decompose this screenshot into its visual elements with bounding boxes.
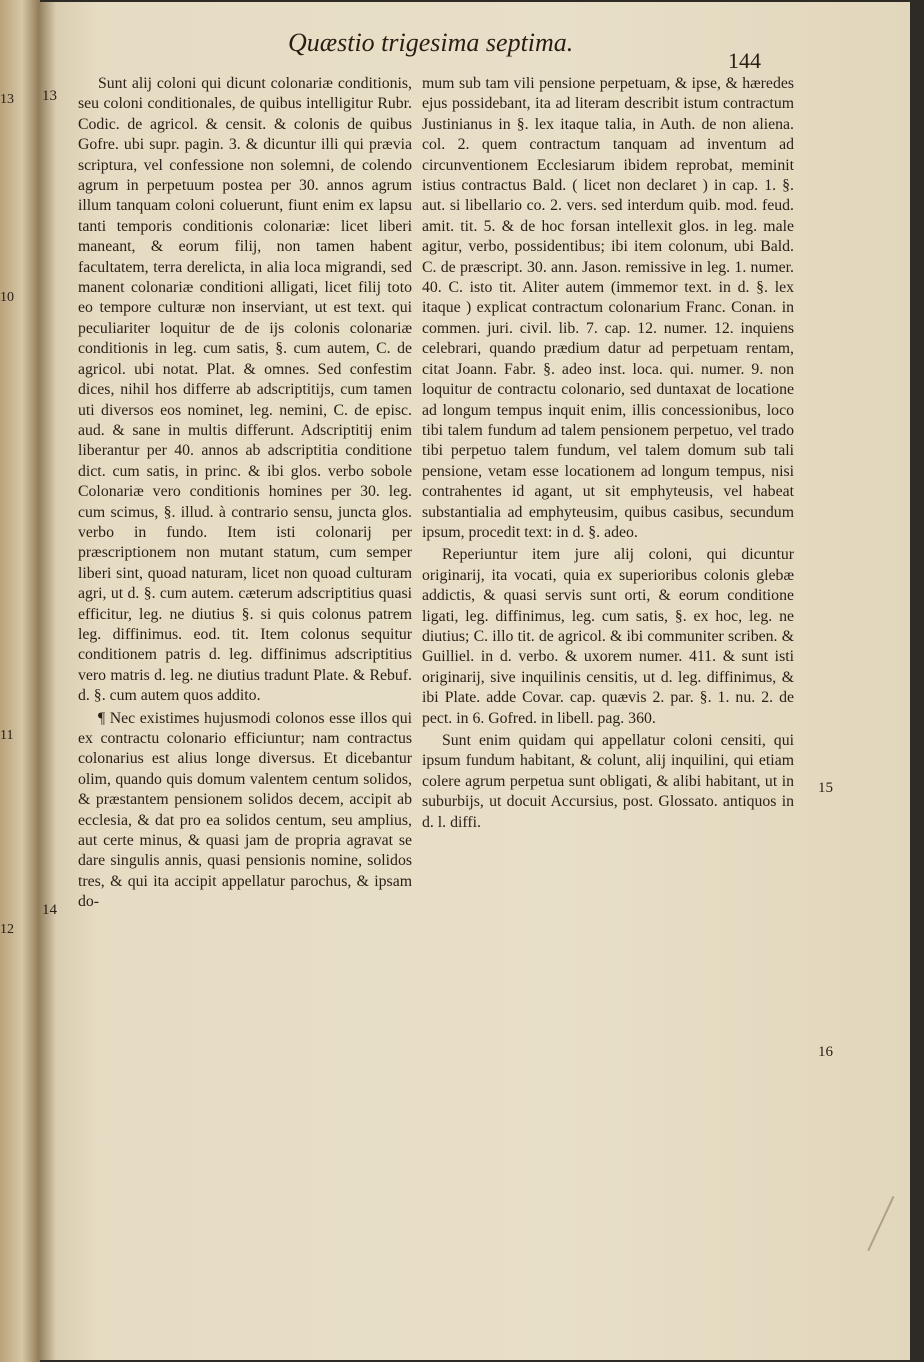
paragraph: Sunt enim quidam qui appellatur coloni censiti, qui ipsum fundum habitant, & colunt, alij inquilini, qui etiam colere agrum perpetua sunt obligati, & alibi habitant, ut in suburbijs, ut docuit Accursius, post. Glossato. antiquos in d. l. diffi.	[422, 732, 794, 831]
margin-number: 16	[818, 1044, 833, 1060]
prev-margin-number: 10	[0, 290, 14, 305]
ink-mark	[867, 1196, 910, 1268]
margin-number: 15	[818, 780, 833, 796]
paragraph: ¶ Nec existimes hujusmodi colonos esse illos qui ex contractu colonario efficiuntur; nam contractus colonarius est alius longe diversus. Et dicebantur olim, quando quis domum valentem centum solidos, & præstantem pensionem solidos decem, accipit ab ecclesia, & dat pro ea solidos centum, seu amplius, aut certe minus, & quasi jam de propria agravat se dare singulis annis, quasi pensionis nomine, solidos tres, & qui ita accipit appellatur parochus, & ipsam do-	[78, 709, 412, 911]
page-header	[38, 20, 910, 73]
book-page	[38, 2, 910, 1360]
margin-number: 14	[42, 902, 57, 918]
left-column	[78, 74, 412, 913]
previous-page-edge	[0, 0, 40, 1362]
paragraph: mum sub tam vili pensione perpetuam, & ipse, & hæredes ejus possidebant, ita ad literam describit istum contractum Justinianus in §. lex itaque talia, in Auth. de non aliena. col. 2. quem contractum tanquam ad inventum ad circunventionem Ecclesiarum ibidem reprobat, meminit istius contractus Bald. ( licet non declaret ) in cap. 1. §. aut. si libellario co. 2. vers. sed interdum quib. mod. feud. amit. tit. 5. & de hoc forsan intellexit glos. in leg. male agitur, verbo, possidentibus; ibi item colonum, ubi Bald. C. de præscript. 30. ann. Jason. remissive in leg. 1. numer. 40. C. isto tit. Aliter autem (immemor text. in d. §. lex itaque ) explicat contractum colonarium Franc. Conan. in commen. juri. civil. lib. 7. cap. 12. numer. 12. inquiens celebrari, quando prædium datur ad perpetuam rentam, citat Joann. Fabr. §. adeo inst. loca. qui. numer. 9. non loquitur de contractu colonario, sed duntaxat de locatione ad longum tempus inquit enim, illis concessionibus, loco tibi talem fundum ad talem pensionem perpetuo, vel trado tibi perpetuo talem fundum, vel talem domum sub tali pensione, vetam esse locationem ad longum tempus, nisi contrahentes id agant, ut sit emphyteusis, vel habeat substantialia ad emphyteusim, quibus casibus, secundum ipsum, procedit text: in d. §. adeo.	[422, 75, 794, 541]
prev-margin-number: 11	[0, 728, 14, 743]
prev-margin-number: 13	[0, 92, 14, 107]
prev-margin-number: 12	[0, 922, 14, 937]
running-title: Quæstio trigesima septima.	[288, 28, 574, 57]
page-number: 144	[728, 48, 761, 73]
paragraph: Sunt alij coloni qui dicunt colonariæ conditionis, seu coloni conditionales, de quibus intelligitur Rubr. Codic. de agricol. & censit. & colonis de quibus Gofre. ubi supr. pagin. 3. & dicuntur illi qui prævia scriptura, vel confessione non solemni, de colendo agrum in perpetuum postea per 30. annos agrum illum tanquam coloni coluerunt, fiunt enim ex lapsu tanti temporis conditionis colonariæ: licet liberi maneant, & eorum filij, non tamen habent facultatem, terra derelicta, in alia loca migrandi, sed manent colonariæ conditioni alligati, licet filij toto eo tempore culturæ non inserviant, ut est text. qui peculiariter loquitur de de ijs colonis colonariæ conditionis in leg. cum satis, §. cum autem, C. de agricol. ubi notat. Plat. & omnes. Sed confestim dices, nihil hos differre ab adscriptitijs, cum tamen uti diversos eos nominet, leg. nemini, C. de episc. aud. & sane in multis differunt. Adscriptitij enim liberantur per 40. annos ab adscriptitia conditione dict. cum satis, in princ. & ibi glos. verbo sobole Colonariæ vero conditionis homines per 30. leg. cum scimus, §. illud. à contrario sensu, juncta glos. verbo in fundo. Item isti colonarij per præscriptionem non mutant statum, cum semper liberi sint, quoad naturam, licet non quoad culturam agri, ut d. §. cum autem. cæterum adscriptitius quasi efficitur, leg. ne diutius §. si quis colonus patrem leg. diffinimus. eod. tit. Item colonus sequitur conditionem patris d. leg. diffinimus adscriptitius vero matris d. leg. ne diutius tradunt Plate. & Rebuf. d. §. cum autem quos addito.	[78, 75, 412, 705]
paragraph: Reperiuntur item jure alij coloni, qui dicuntur originarij, ita vocati, quia ex superioribus colonis glebæ addictis, & quasi servis sunt orti, & eorum conditione ligati, leg. diffinimus, leg. cum satis, §. ex hoc, leg. ne diutius; C. illo tit. de agricol. & ibi communiter scriben. & Guilliel. in d. verbo. & uxorem numer. 411. & sunt isti originarij, sive inquilinis censitis, ut d. leg. diffinimus, & ibi Plate. adde Covar. cap. quævis 2. par. §. 1. nu. 2. de pect. in 6. Gofred. in libell. pag. 360.	[422, 546, 794, 727]
margin-number: 13	[42, 88, 57, 104]
right-column	[422, 74, 794, 833]
